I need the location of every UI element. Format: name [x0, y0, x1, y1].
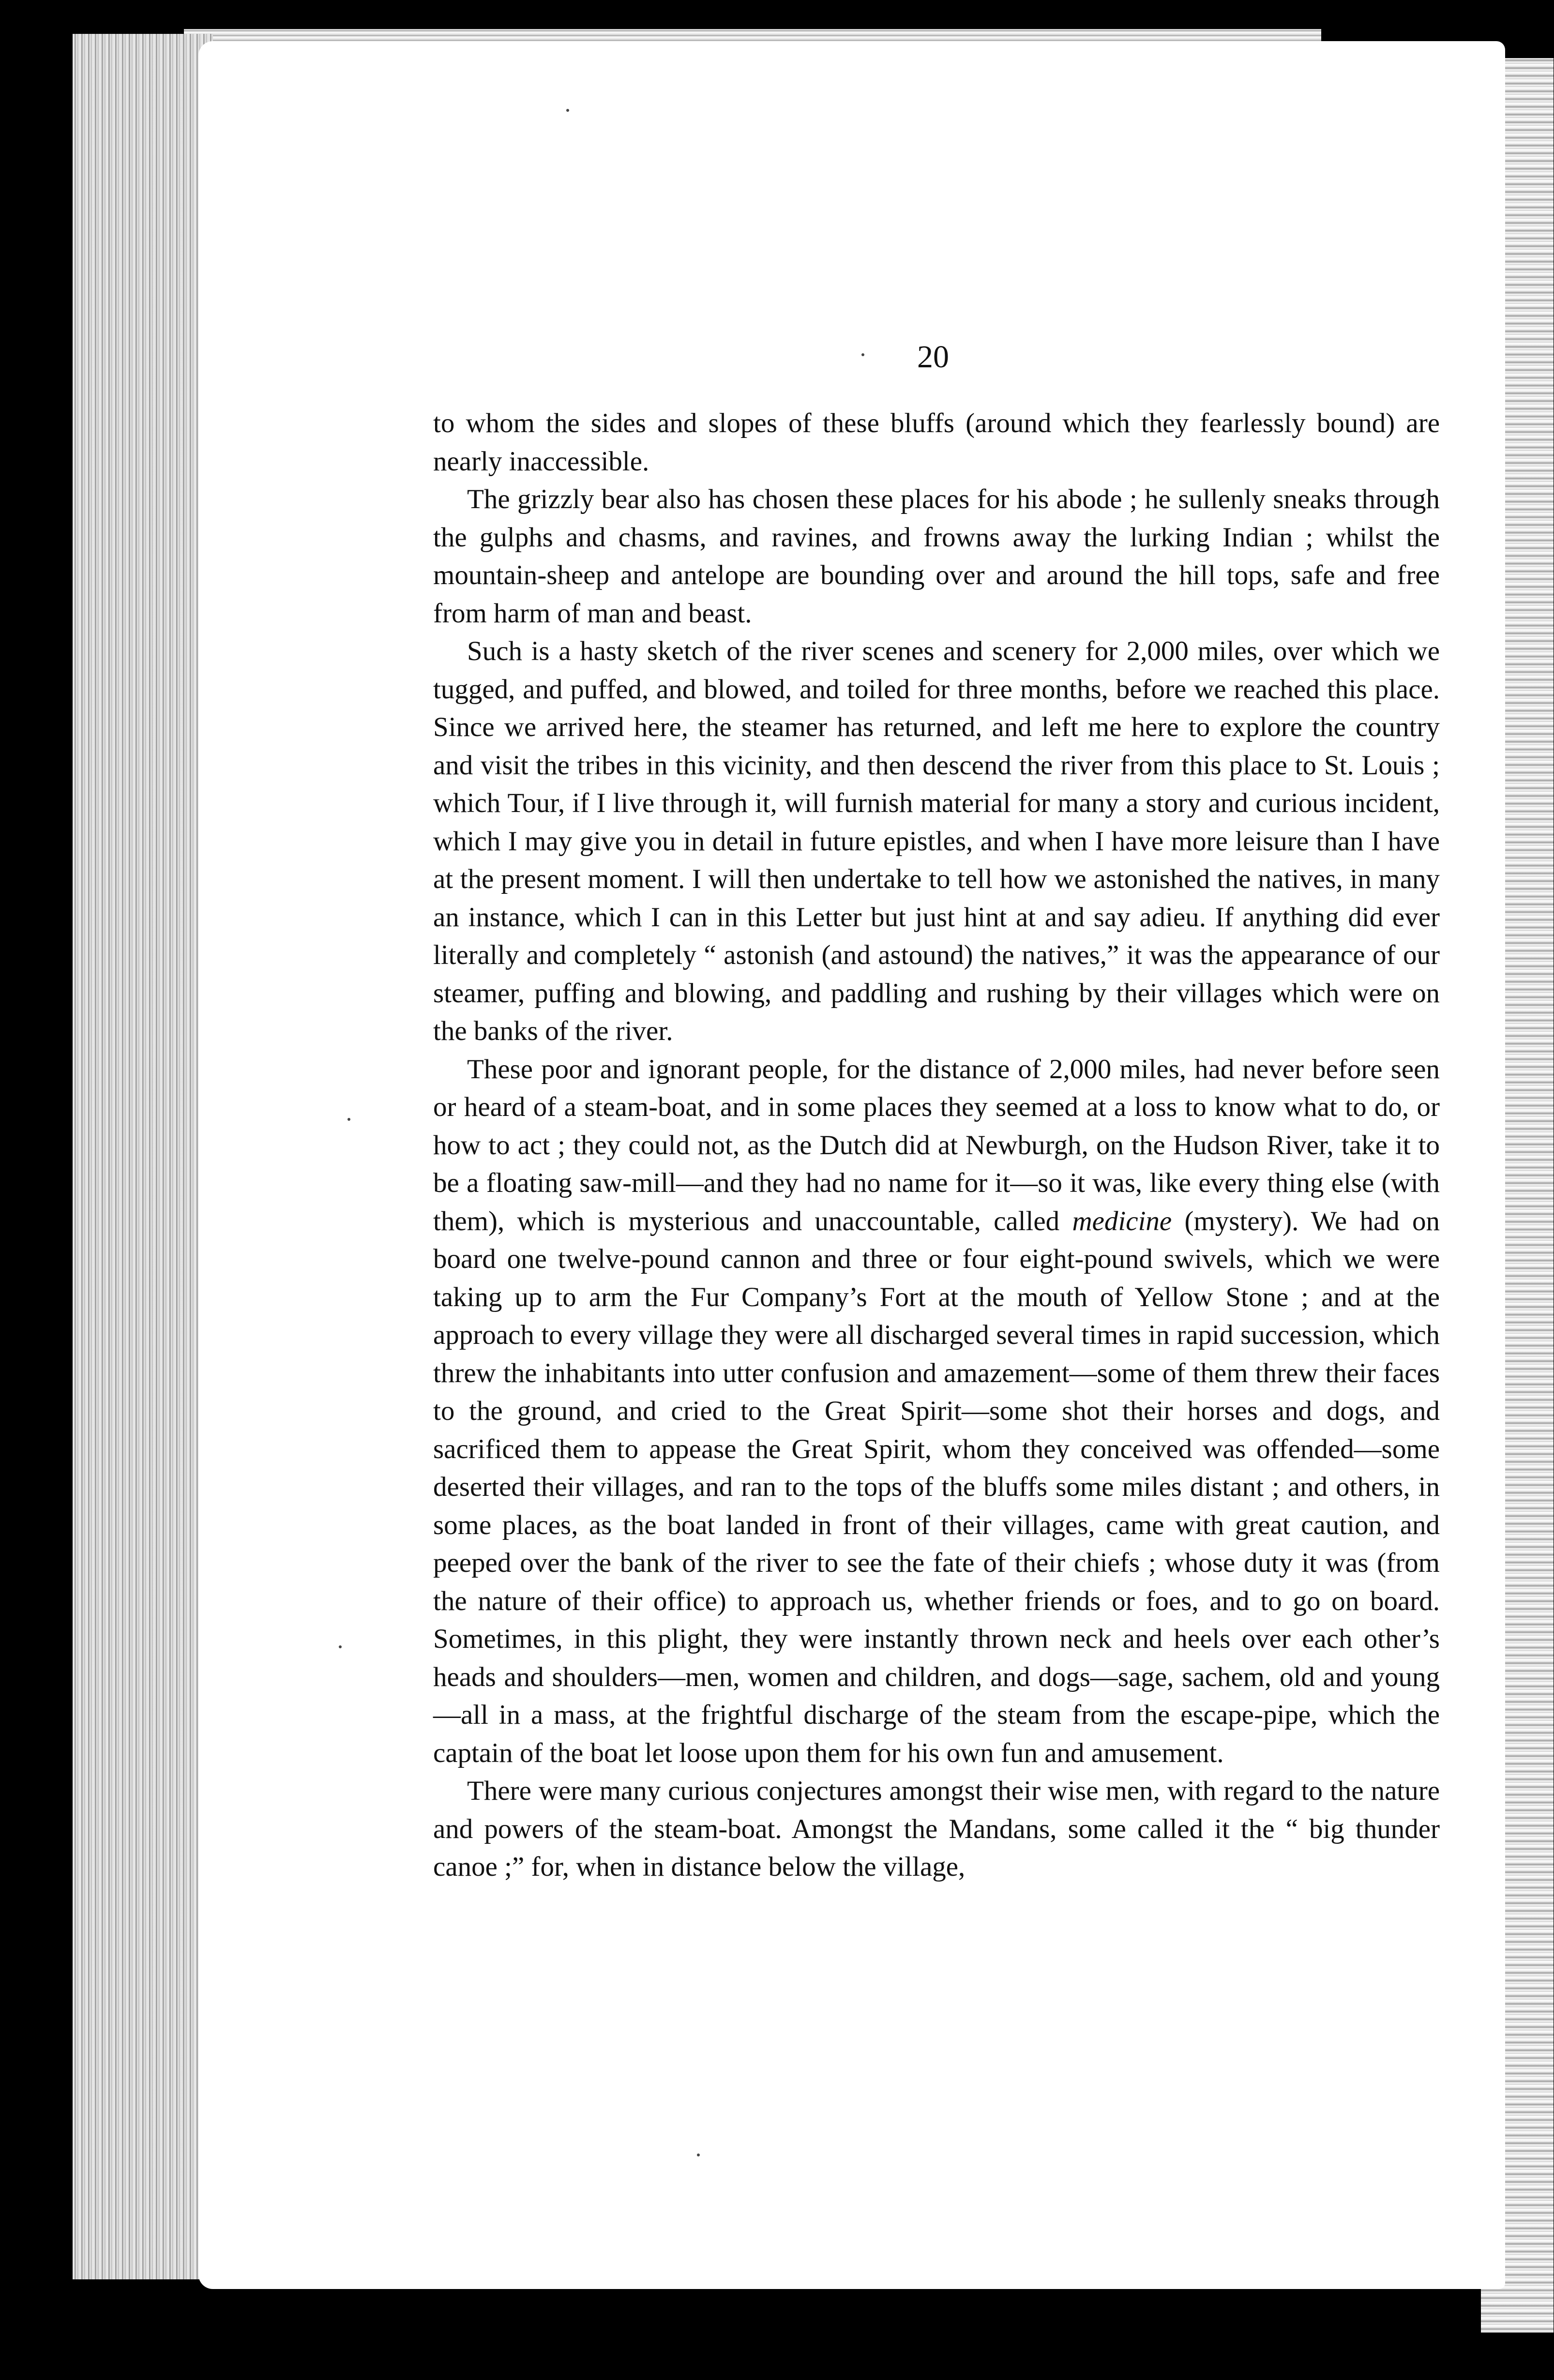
- paper-speck: [347, 1118, 350, 1121]
- page-number: 20: [917, 339, 949, 375]
- book-binding-edge: [73, 34, 213, 2279]
- paragraph-text-after: (mystery). We had on board one twelve-pound cannon and three or four eight-pound swivels, which we were taking up to arm the Fur Company’s Fort at the mouth of Yellow Stone ; and at the approach to every village they were all discharged several times in rapid succession, which threw the inhabitants into utter confusion and amazement—some of them threw their faces to the ground, and cried to the Great Spirit—some shot their horses and dogs, and sacrificed them to appease the Great Spirit, whom they conceived was offended—some deserted their villages, and ran to the tops of the bluffs some miles distant ; and others, in some places, as the boat landed in front of their villages, came with great caution, and peeped over the bank of the river to see the fate of their chiefs ; whose duty it was (from the nature of their office) to approach us, whether friends or foes, and to go on board. Sometimes, in this plight, they were instantly thrown neck and heels over each other’s heads and shoulders—men, women and children, and dogs—sage, sachem, old and young—all in a mass, at the frightful discharge of the steam from the escape-pipe, which the captain of the boat let loose upon them for his own fun and amusement.: [433, 1205, 1440, 1768]
- paragraph-grizzly-bear: The grizzly bear also has chosen these places for his abode ; he sullenly sneaks through the gulphs and chasms, and ravines, and frowns away the lurking Indian ; whilst the mountain-sheep and antelope are bounding over and around the hill tops, safe and free from harm of man and beast.: [433, 484, 1440, 629]
- paper-speck: [697, 2154, 700, 2156]
- paper-speck: [861, 353, 864, 356]
- paragraph-conjectures: There were many curious conjectures amongst their wise men, with regard to the nature and powers of the steam-boat. Amongst the Mandans, some called it the “ big thunder canoe ;” for, when in distance below the village,: [433, 1776, 1440, 1882]
- italic-word-medicine: medicine: [1072, 1205, 1172, 1236]
- paragraph-text-before: These poor and ignorant people, for the distance of 2,000 miles, had never before seen or heard of a steam-boat, and in some places they seemed at a loss to know what to do, or how to act ; they could not, as the Dutch did at Newburgh, on the Hudson River, take it to be a floating saw-mill—and they had no name for it—so it was, like every thing else (with them), which is mysterious and unaccountable, called: [433, 1054, 1440, 1236]
- body-text: [433, 405, 1440, 1886]
- paragraph-continuation: to whom the sides and slopes of these bluffs (around which they fearlessly bound) are nearly inaccessible.: [433, 408, 1440, 477]
- paper-speck: [566, 109, 569, 112]
- paper-speck: [339, 1645, 342, 1648]
- paragraph-steam-boat-reaction: [433, 1051, 1440, 1773]
- paragraph-river-scenes: Such is a hasty sketch of the river scenes and scenery for 2,000 miles, over which we tugged, and puffed, and blowed, and toiled for three months, before we reached this place. Since we arrived here, the steamer has returned, and left me here to explore the country and visit the tribes in this vicinity, and then descend the river from this place to St. Louis ; which Tour, if I live through it, will furnish material for many a story and curious incident, which I may give you in detail in future epistles, and when I have more leisure than I have at the present moment. I will then undertake to tell how we astonished the natives, in many an instance, which I can in this Letter but just hint at and say adieu. If anything did ever literally and completely “ astonish (and astound) the natives,” it was the appearance of our steamer, puffing and blowing, and paddling and rushing by their villages which were on the banks of the river.: [433, 636, 1440, 1046]
